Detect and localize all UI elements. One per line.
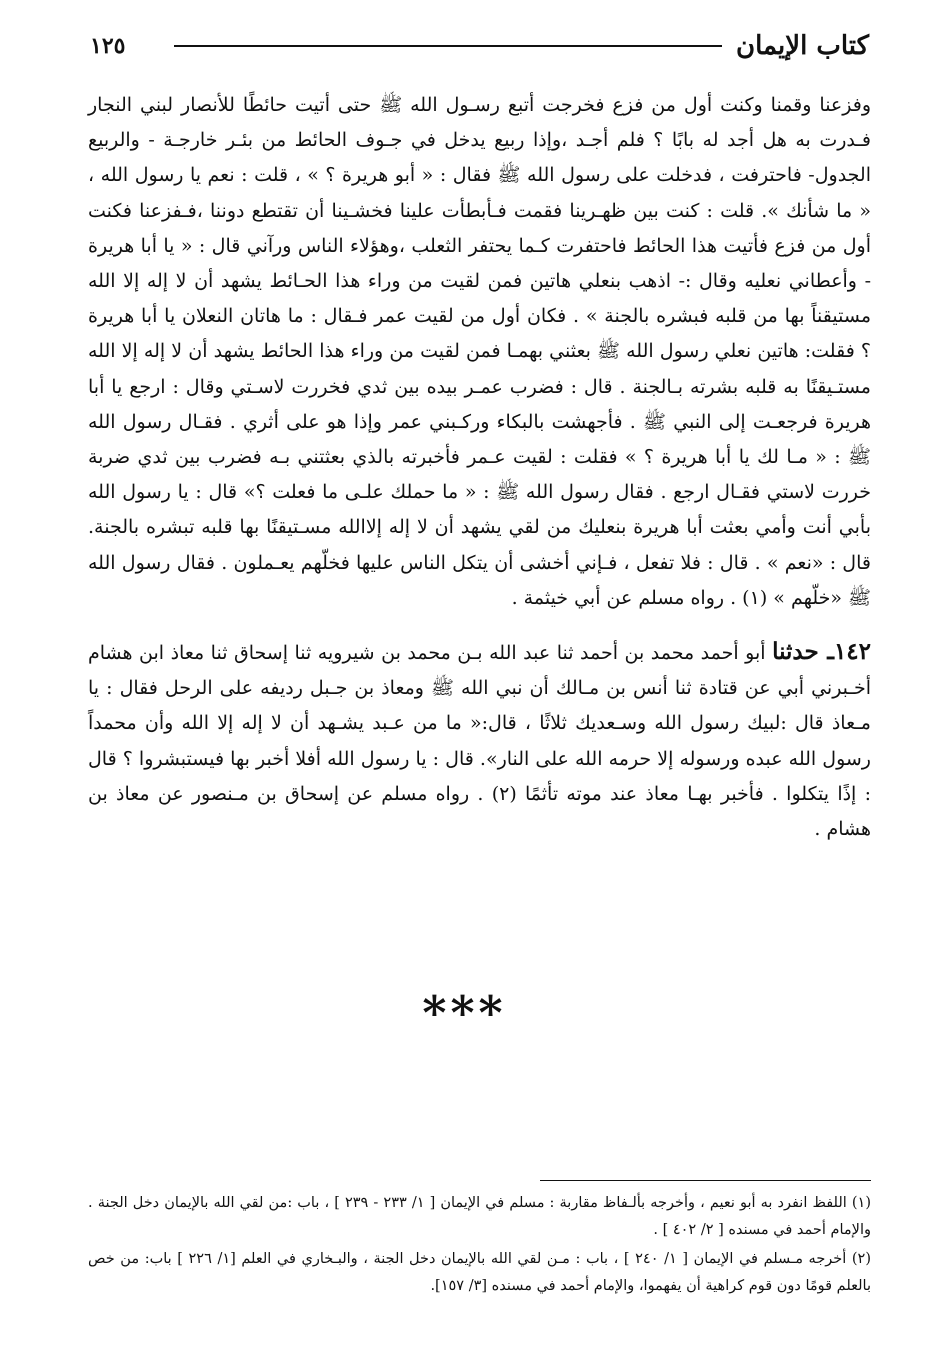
hadith-142-text: أبو أحمد محمد بن أحمد ثنا عبد الله بـن محمد بن شيرويه ثنا إسحاق ثنا معاذ ابن هشام أخـبرني أبي عن قتادة ثنا أنس بن مـالك أن نبي الله ﷺ ومعاذ بن جـبل رديفه على الرحل فقال : يا مـعاذ قال :لبيك رسول الله وسـعديك ثلاثًا ، قال:« ما من عـبد يشـهد أن لا إله إلا الله وأن محمداً رسول الله عبده ورسوله إلا حرمه الله على النار». قال : يا رسول الله أفلا أخبر بها فيستبشروا ؟ قال : إذًا يتكلوا . فأخبر بهـا معاذ عند موته تأثمًا (٢) . رواه مسلم عن إسحاق بن مـنصور عن معاذ بن هشام .: [88, 642, 871, 841]
hadith-141-text: وفزعنا وقمنا وكنت أول من فزع فخرجت أتبع رسـول الله ﷺ حتى أتيت حائطًا للأنصار لبني النجار فـدرت به هل أجد له بابًا ؟ فلم أجـد ،وإذا ربيع يدخل في جـوف الحائط من بئـر خارجـة - والربيع الجدول- فاحترفت ، فدخلت على رسول الله ﷺ فقال : « أبو هريرة ؟ » ، قلت : نعم يا رسول الله ، « ما شأنك ». قلت : كنت بين ظهـرينا فقمت فـأبطأت علينا فخشـينا أن تقتطع دوننا ،فـفزعنا فكنت أول من فزع فأتيت هذا الحائط فاحتفرت كـما يحتفر الثعلب ،وهؤلاء الناس ورآني قال : « يا أبا هريرة - وأعطاني نعليه وقال :- اذهب بنعلي هاتين فمن لقيت من وراء هذا الحـائط يشهد أن لا إله إلا الله مستيقناً بها من قلبه فبشره بالجنة » . فكان أول من لقيت عمر فـقال : ما هاتان النعلان يا أبا هريرة ؟ فقلت: هاتين نعلي رسول الله ﷺ بعثني بهمـا فمن لقيت من وراء هذا الحائط يشهد أن لا إله إلا الله مستـيقنًا به قلبه بشرته بـالجنة . قال : فضرب عمـر بيده بين ثدي فخررت لاسـتي وقال : ارجع يا أبا هريرة فرجعـت إلى النبي ﷺ . فأجهشت بالبكاء وركـبني عمر وإذا هو على أثري . فقـال رسول الله ﷺ : « مـا لك يا أبا هريرة ؟ » فقلت : لقيت عـمر فأخبرته بالذي بعثتني بـه فضرب بين ثدي ضربة خررت لاستي فقـال ارجع . فقال رسول الله ﷺ : « ما حملك علـى ما فعلت ؟» قال : يا رسول الله بأبي أنت وأمي بعثت أبا هريرة بنعليك من لقي يشهد أن لا إله إلاالله مسـتيقنًا بها قلبه تبشره بالجنة. قال : «نعم » . قال : فلا تفعل ، فـإني أخشى أن يتكل الناس عليها فخلّهم يعـملون . فقال رسول الله ﷺ «خلّهم » (١) . رواه مسلم عن أبي خيثمة .: [88, 94, 872, 609]
footnote-2: (٢) أخرجه مـسلم في الإيمان [ ١/ ٢٤٠ ] ، باب : مـن لقي الله بالإيمان دخل الجنة ، والبـخاري في العلم [١/ ٢٢٦ ] باب: من خص بالعلم قومًا دون قوم كراهية أن يفهموا، والإمام أحمد في مسنده [٣/ ١٥٧].: [88, 1251, 871, 1294]
page-number: ١٢٥: [90, 33, 126, 59]
footnotes: [88, 1190, 871, 1302]
running-header: [90, 26, 869, 66]
header-rule: [174, 45, 722, 47]
footnote-1: (١) اللفظ انفرد به أبو نعيم ، وأخرجه بألـفاظ مقاربة : مسلم في الإيمان [ ١/ ٢٣٣ - ٢٣٩ ] ، باب :من لقي الله بالإيمان دخل الجنة . والإمام أحمد في مسنده [ ٢/ ٤٠٢ ] .: [88, 1195, 872, 1238]
footnote-rule: [540, 1180, 871, 1181]
section-separator: ***: [422, 986, 507, 1040]
hadith-142: [88, 634, 871, 847]
main-text: [88, 88, 871, 847]
running-title: كتاب الإيمان: [735, 31, 869, 61]
hadith-142-number: ١٤٢ـ حدثنا: [772, 638, 871, 666]
